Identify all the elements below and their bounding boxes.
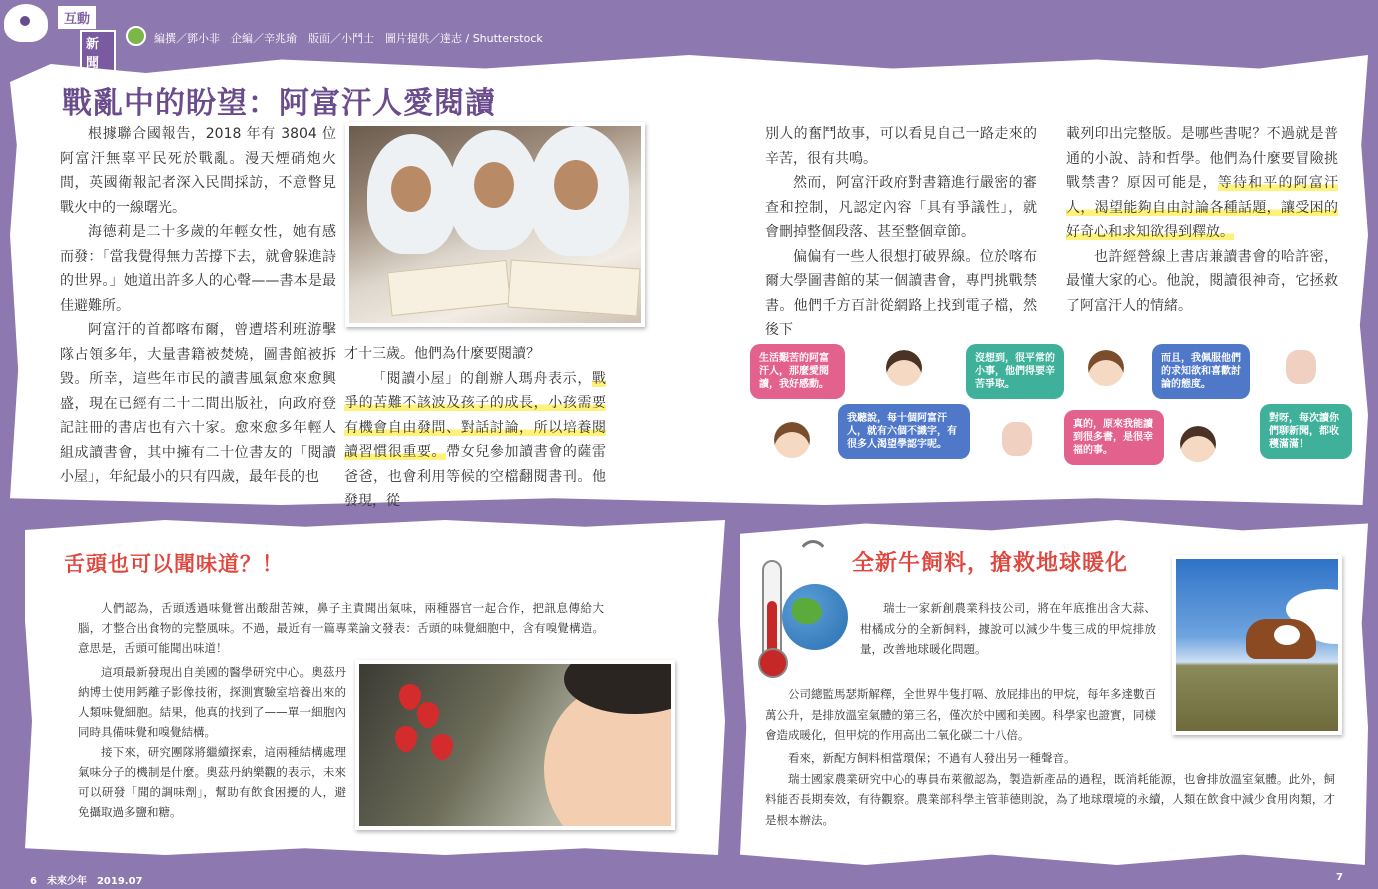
paragraph: 阿富汗的首都喀布爾，曾遭塔利班游擊隊占領多年，大量書籍被焚燒，圖書館被拆毀。所幸，這些年市民的讀書風氣愈來愈興盛，現在已經有二十二間出版社，向政府登記註冊的書店也有六十家。愈來愈多年輕人組成讀書會，其中擁有二十位書友的「閱讀小屋」，年紀最小的只有四歲，最年長的也	[60, 322, 336, 485]
speech-bubble-6: 對呀，每次讀你們聊新聞，都收穫滿滿！	[1260, 404, 1352, 459]
paragraph: 海德莉是二十多歲的年輕女性，她有感而發：「當我覺得無力苦撐下去，就會躲進詩的世界。」她道出許多人的心聲——書本是最佳避難所。	[60, 224, 336, 314]
paragraph: 看來，新配方飼料相當環保；不過有人發出另一種聲音。	[788, 751, 1076, 765]
book-shape	[387, 260, 511, 316]
paragraph: 根據聯合國報告，2018 年有 3804 位阿富汗無辜平民死於戰亂。漫天煙硝炮火間，英國衛報記者深入民間採訪，不意瞥見戰火中的一線曙光。	[60, 126, 336, 216]
speech-bubble-3: 沒想到，很平常的小事，他們得要辛苦爭取。	[966, 344, 1064, 399]
speech-bubble-5: 而且，我佩服他們的求知欲和喜歡討論的態度。	[1152, 344, 1250, 399]
paragraph: 也許經營線上書店兼讀書會的哈許密，最懂大家的心。他說，閱讀很神奇，它拯救了阿富汗人的情緒。	[1066, 248, 1338, 314]
main-article-title: 戰亂中的盼望：阿富汗人愛閱讀	[62, 86, 496, 121]
cat-mascot-avatar	[1000, 420, 1034, 458]
cow-article-body-wide	[765, 748, 1335, 830]
speech-bubble-4: 真的，原來我能讀到很多書，是很幸福的事。	[1064, 410, 1164, 465]
strawberry-shape	[395, 726, 417, 752]
footer-left: 6 未來少年 2019.07	[30, 876, 143, 887]
mascot-logo	[4, 4, 48, 42]
earth-icon	[782, 584, 848, 650]
paragraph: 別人的奮鬥故事，可以看見自己一路走來的辛苦，很有共鳴。	[765, 126, 1037, 167]
main-article-col1b	[60, 318, 336, 490]
tongue-article-body	[78, 662, 346, 822]
main-article-col2	[344, 342, 606, 514]
paragraph: 然而，阿富汗政府對書籍進行嚴密的審查和控制，凡認定內容「具有爭議性」，就會刪掉整個段落、甚至整個章節。	[765, 175, 1037, 240]
paragraph: 公司總監馬瑟斯解釋，全世界牛隻打嗝、放屁排出的甲烷，每年多達數百萬公升，是排放溫室氣體的第三名，僅次於中國和美國。科學家也證實，同樣會造成暖化，但甲烷的作用高出二氧化碳二十八倍。	[765, 687, 1156, 742]
paragraph: 這項最新發現出自美國的醫學研究中心。奧茲丹納博士使用鈣離子影像技術，探測實驗室培養出來的人類味覺細胞。結果，他真的找到了——單一細胞內同時具備味覺和嗅覺結構。	[78, 665, 346, 739]
paragraph: 瑞士一家新創農業科技公司，將在年底推出含大蒜、柑橘成分的全新飼料，據說可以減少牛隻三成的甲烷排放量，改善地球暖化問題。	[860, 601, 1156, 656]
main-article-col1	[60, 122, 336, 318]
highlight-text: 戰爭的苦難不該波及孩子的成長，小孩需要有機會自由發問、對話討論，所以培養閱讀習慣很重要。	[344, 370, 606, 460]
girl-avatar	[772, 420, 812, 460]
paragraph	[344, 367, 606, 514]
badge-line2: 新聞	[80, 30, 116, 74]
tongue-article-intro	[78, 598, 604, 658]
face-shape	[554, 160, 598, 210]
paragraph	[1066, 122, 1338, 245]
girls-reading-photo	[345, 122, 645, 327]
cow-article-intro	[860, 598, 1156, 660]
speech-bubble-1: 生活艱苦的阿富汗人，那麼愛閱讀，我好感動。	[750, 344, 845, 399]
text-span: 「閱讀小屋」的創辦人瑪舟表示，	[372, 370, 592, 387]
girl-avatar	[1086, 348, 1126, 388]
paragraph: 人們認為，舌頭透過味覺嘗出酸甜苦辣，鼻子主責聞出氣味，兩種器官一起合作，把訊息傳給大腦，才整合出食物的完整風味。不過，最近有一篇專業論文發表：舌頭的味覺細胞中，含有嗅覺構造。意思是，舌頭可能聞出味道！	[78, 601, 604, 655]
paragraph: 接下來，研究團隊將繼續探索，這兩種結構處理氣味分子的機制是什麼。奧茲丹納樂觀的表示，未來可以研發「聞的調味劑」，幫助有飲食困擾的人，避免攝取過多鹽和糖。	[78, 745, 346, 819]
face-shape	[391, 166, 431, 212]
tongue-article-title: 舌頭也可以聞味道？！	[64, 551, 284, 576]
paragraph: 才十三歲。他們為什麼要閱讀？	[344, 346, 540, 362]
heat-wave-icon	[796, 540, 830, 584]
strawberry-girl-photo	[355, 660, 675, 830]
boy-avatar	[884, 348, 924, 388]
badge-line1: 互動	[58, 6, 96, 29]
book-shape	[507, 260, 640, 317]
strawberry-shape	[417, 702, 439, 728]
cow-on-hill-photo	[1172, 555, 1342, 735]
face-shape	[474, 162, 514, 208]
strawberry-shape	[431, 734, 453, 760]
credits-line: 編撰／鄧小非 企編／辛兆瑜 版面／小鬥士 圖片提供／達志 / Shutterstock	[154, 32, 543, 45]
cat-mascot-avatar	[1284, 348, 1318, 386]
speech-bubble-2: 我聽說，每十個阿富汗人，就有六個不識字，有很多人渴望學認字呢。	[838, 404, 970, 459]
text-span: 載列印出完整版。是哪些書呢？不過就是普通的小說、詩和哲學。他們為什麼要冒險挑戰禁書？原因可能是，	[1066, 126, 1338, 191]
boy-avatar	[1178, 424, 1218, 464]
section-badge	[58, 6, 116, 71]
globe-icon	[126, 26, 146, 46]
footer-right-page-number: 7	[1336, 872, 1343, 883]
thermometer-bulb	[758, 648, 788, 678]
cow-spot-shape	[1274, 625, 1300, 645]
main-article-col3	[765, 122, 1037, 343]
highlight-text: 等待和平的阿富汗人，渴望能夠自由討論各種話題，讓受困的好奇心和求知欲得到釋放。	[1066, 175, 1339, 240]
paragraph: 偏偏有一些人很想打破界線。位於喀布爾大學圖書館的某一個讀書會，專門挑戰禁書。他們千方百計從網路上找到電子檔，然後下	[765, 248, 1037, 338]
text-span: 帶女兒參加讀書會的薩雷爸爸，也會利用等候的空檔翻閱書刊。他發現，從	[344, 444, 607, 509]
main-article-col4	[1066, 122, 1338, 318]
cow-article-body	[765, 684, 1156, 746]
paragraph: 瑞士國家農業研究中心的專員布萊徹認為，製造新產品的過程，既消耗能源，也會排放溫室氣體。此外，飼料能否長期奏效，有待觀察。農業部科學主管菲德則說，為了地球環境的永續，人類在飲食中減少食用肉類，才是根本辦法。	[765, 771, 1335, 827]
cow-article-title: 全新牛飼料，搶救地球暖化	[852, 550, 1129, 576]
